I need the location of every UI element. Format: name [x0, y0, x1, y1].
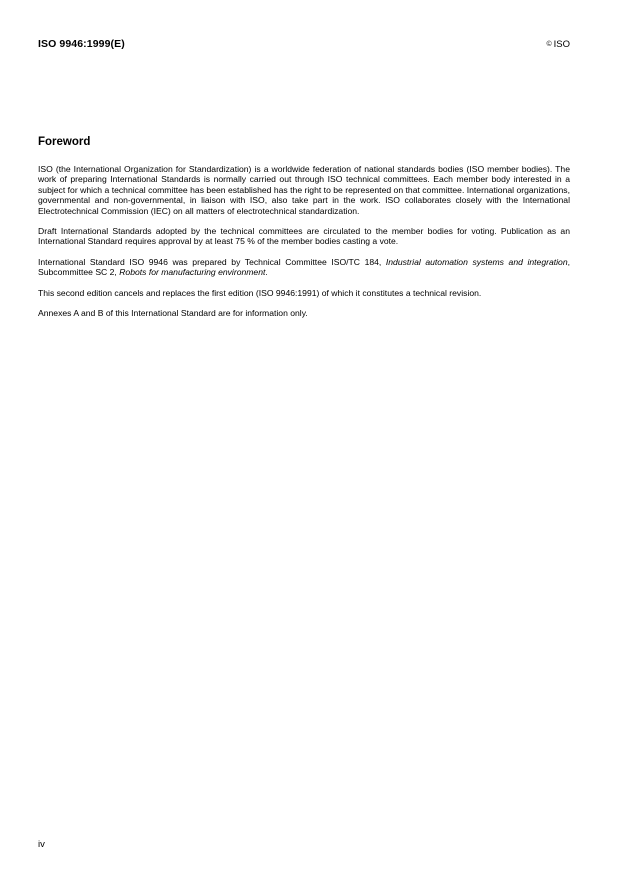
preparation-text-2: , Subcommittee SC 2, [38, 256, 570, 278]
paragraph-draft-standards: Draft International Standards adopted by the technical committees are circulated to the member bodies for voting. Publication as an International Standard requires approval by at least 75 % of the member bodies casting a vote. [38, 226, 570, 247]
paragraph-edition: This second edition cancels and replaces the first edition (ISO 9946:1991) of which it constitutes a technical revision. [38, 287, 482, 298]
copyright-org: ISO [553, 39, 570, 50]
copyright-notice [546, 39, 570, 50]
foreword-body [38, 164, 570, 328]
foreword-title: Foreword [38, 136, 91, 148]
paragraph-annexes: Annexes A and B of this International Standard are for information only. [38, 308, 308, 319]
sc-title: Robots for manufacturing environment [119, 267, 266, 278]
paragraph-preparation [38, 257, 570, 278]
paragraph-iso-federation: ISO (the International Organization for Standardization) is a worldwide federation of national standards bodies (ISO member bodies). The work of preparing International Standards is normally carried out through ISO technical committees. Each member body interested in a subject for which a technical committee has been established has the right to be represented on that committee. International organizations, governmental and non-governmental, in liaison with ISO, also take part in the work. ISO collaborates closely with the International Electrotechnical Commission (IEC) on all matters of electrotechnical standardization. [38, 164, 570, 216]
preparation-text-1: International Standard ISO 9946 was prepared by Technical Committee ISO/TC 184, [38, 256, 386, 267]
copyright-symbol: © [546, 41, 552, 48]
page-number: iv [38, 839, 45, 850]
tc-title: Industrial automation systems and integration [385, 256, 568, 267]
standard-reference: ISO 9946:1999(E) [38, 38, 125, 50]
preparation-text-3: . [265, 267, 268, 278]
